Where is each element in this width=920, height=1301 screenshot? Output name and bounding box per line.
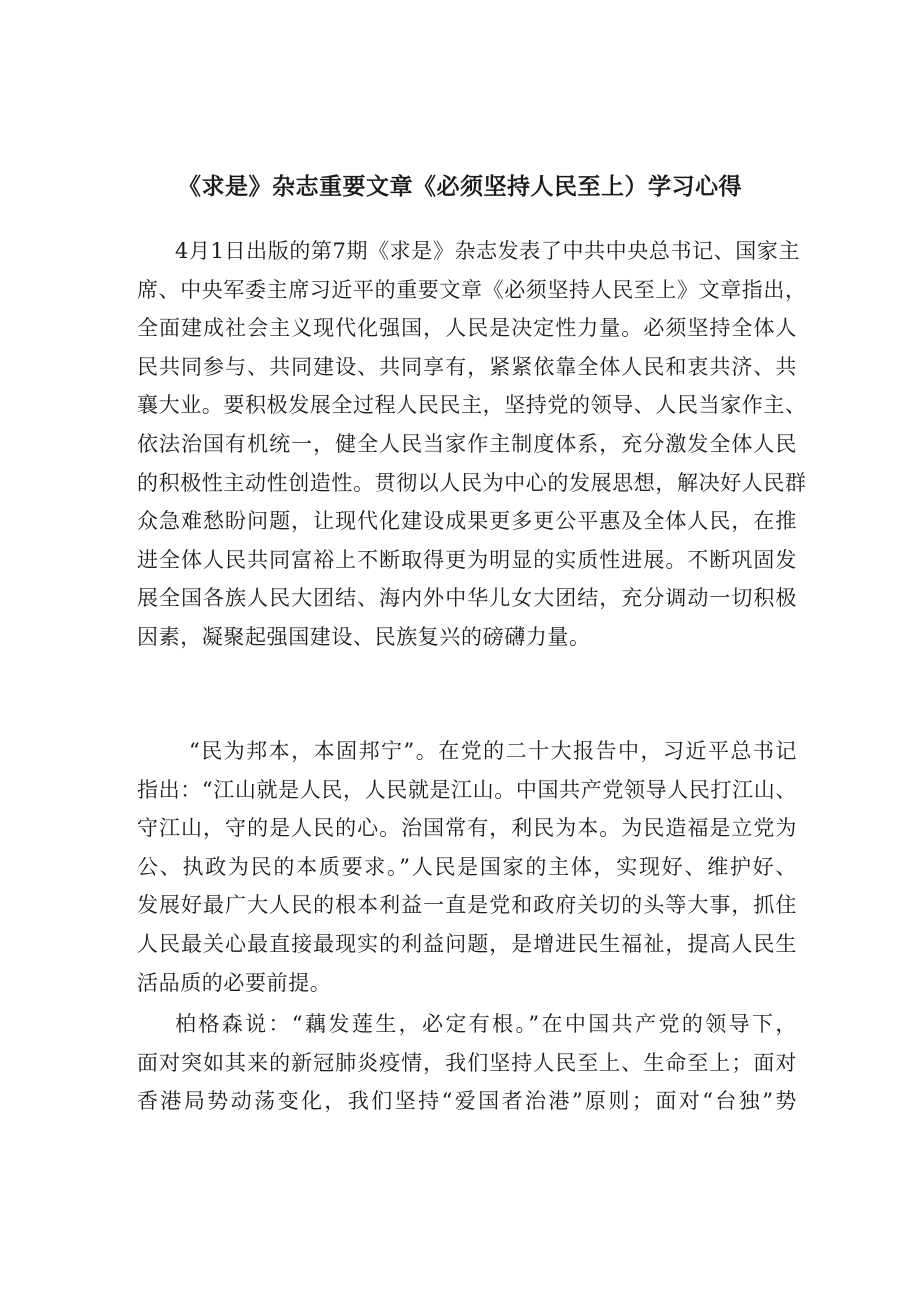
- paragraph-2: [137, 732, 797, 1002]
- text-line: 活品质的必要前提。: [137, 970, 332, 995]
- text-line: 展全国各族人民大团结、海内外中华儿女大团结，充分调动一切积极: [137, 586, 797, 611]
- text-line: 柏格森说：“藕发莲生，必定有根。”在中国共产党的领导下，: [175, 1012, 797, 1036]
- paragraph-1: [137, 232, 807, 657]
- paragraph-3: [137, 1005, 797, 1121]
- text-line: 襄大业。要积极发展全过程人民民主，坚持党的领导、人民当家作主、: [137, 393, 807, 418]
- text-line: 公、执政为民的本质要求。”人民是国家的主体，实现好、维护好、: [137, 854, 797, 879]
- text-line: 因素，凝聚起强国建设、民族复兴的磅礴力量。: [137, 624, 591, 649]
- text-line: 发展好最广大人民的根本利益一直是党和政府关切的头等大事，抓住: [137, 893, 797, 918]
- document-title: 《求是》杂志重要文章《必须坚持人民至上）学习心得: [178, 174, 742, 200]
- text-line: 守江山，守的是人民的心。治国常有，利民为本。为民造福是立党为: [137, 816, 797, 841]
- text-line: 依法治国有机统一，健全人民当家作主制度体系，充分激发全体人民: [137, 431, 797, 456]
- text-line: 民共同参与、共同建设、共同享有，紧紧依靠全体人民和衷共济、共: [137, 354, 797, 379]
- text-line: 指出：“江山就是人民，人民就是江山。中国共产党领导人民打江山、: [137, 777, 797, 802]
- text-line: 全面建成社会主义现代化强国，人民是决定性力量。必须坚持全体人: [137, 316, 797, 341]
- text-line: 香港局势动荡变化，我们坚持“爱国者治港”原则；面对“台独”势: [137, 1089, 797, 1114]
- text-line: 席、中央军委主席习近平的重要文章《必须坚持人民至上》文章指出，: [137, 277, 807, 302]
- text-line: 4月1日出版的第7期《求是》杂志发表了中共中央总书记、国家主: [175, 239, 801, 263]
- text-line: 的积极性主动性创造性。贯彻以人民为中心的发展思想，解决好人民群: [137, 470, 807, 495]
- text-line: 众急难愁盼问题，让现代化建设成果更多更公平惠及全体人民，在推: [137, 509, 797, 534]
- text-line: 进全体人民共同富裕上不断取得更为明显的实质性进展。不断巩固发: [137, 547, 797, 572]
- text-line: 面对突如其来的新冠肺炎疫情，我们坚持人民至上、生命至上；面对: [137, 1050, 797, 1075]
- text-line: “民为邦本，本固邦宁”。在党的二十大报告中，习近平总书记: [189, 739, 797, 763]
- text-line: 人民最关心最直接最现实的利益问题，是增进民生福祉，提高人民生: [137, 931, 797, 956]
